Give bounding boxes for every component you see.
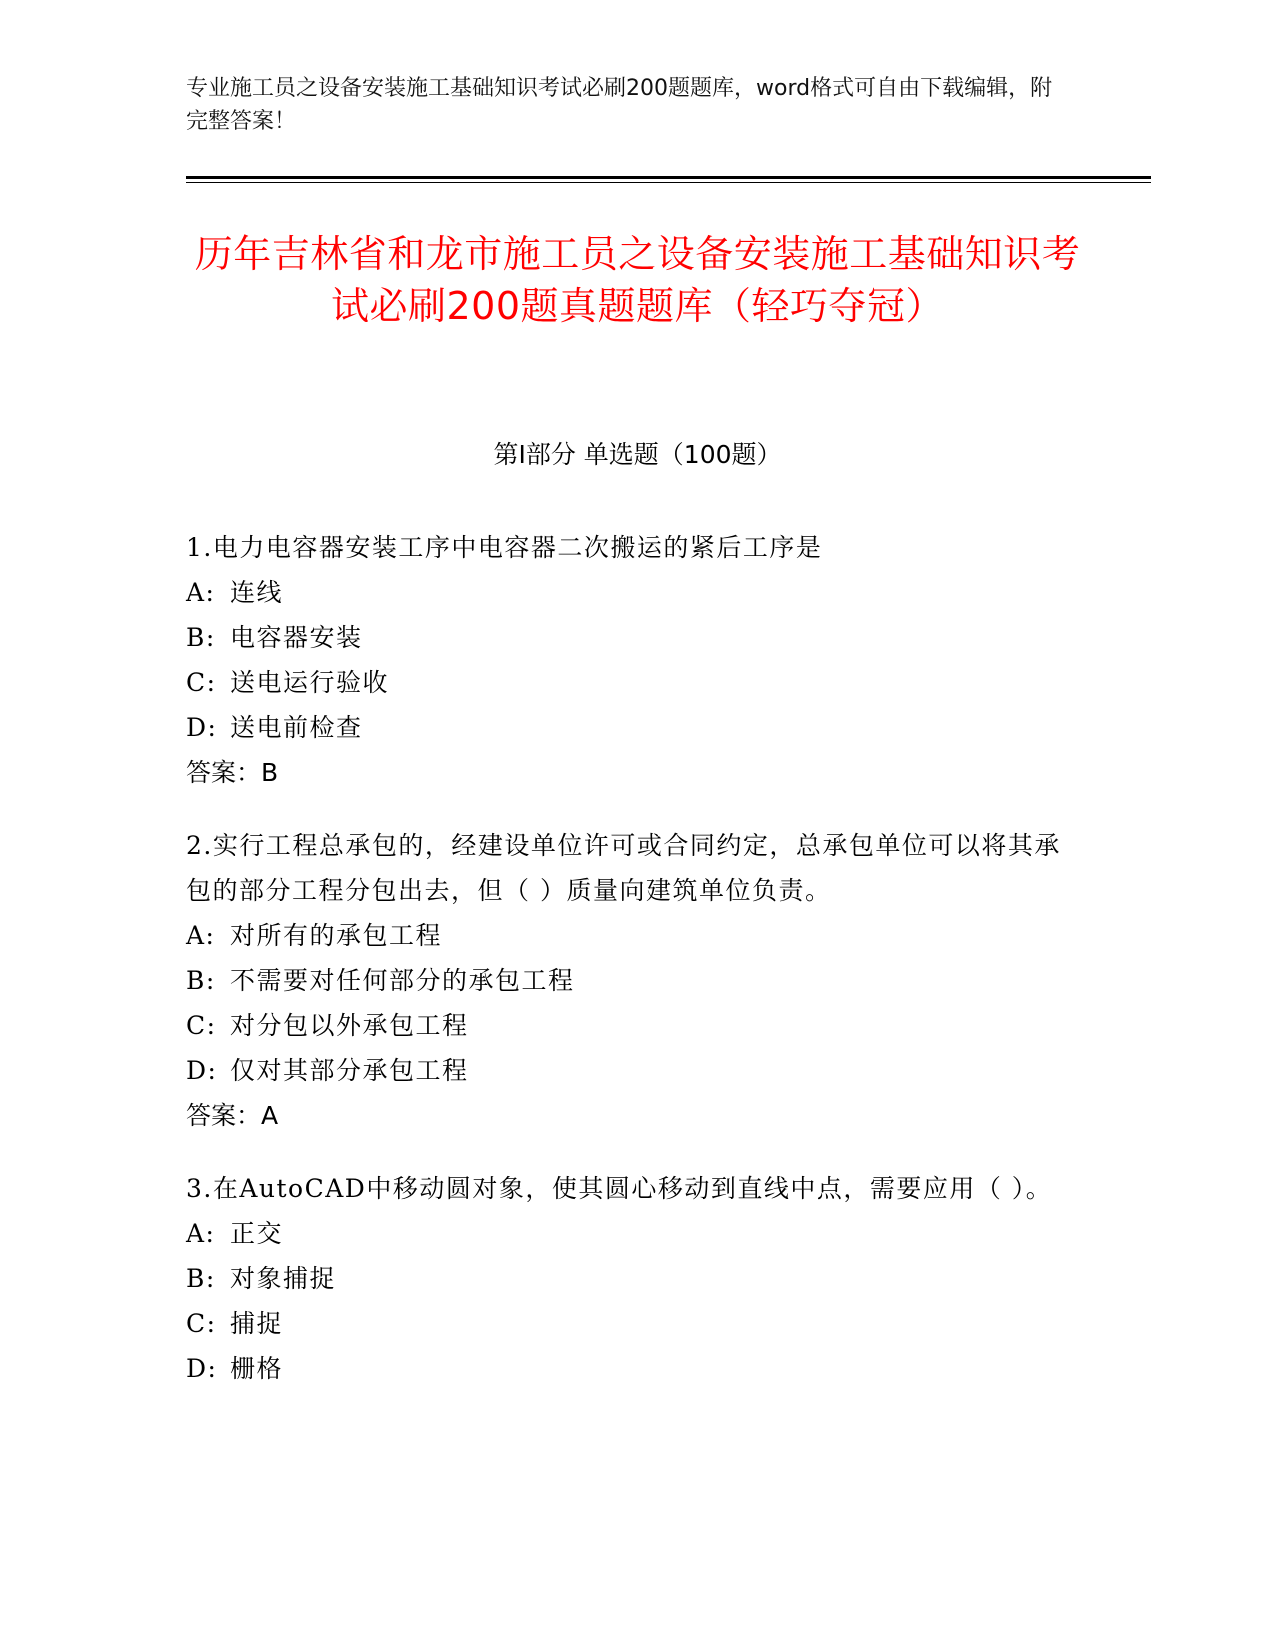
section-title: 第Ⅰ部分 单选题（100题） (493, 440, 782, 469)
option-d (186, 705, 1066, 750)
option-text: 对所有的承包工程 (230, 921, 443, 950)
question-1 (186, 525, 1066, 795)
option-key: A: (186, 921, 216, 950)
option-key: D: (186, 713, 218, 742)
document-title: 历年吉林省和龙市施工员之设备安装施工基础知识考试必刷200题真题题库（轻巧夺冠） (194, 232, 1081, 328)
option-key: C: (186, 1011, 217, 1040)
option-text: 不需要对任何部分的承包工程 (230, 966, 575, 995)
option-a (186, 570, 1066, 615)
option-key: C: (186, 668, 217, 697)
option-key: A: (186, 578, 216, 607)
option-text: 对分包以外承包工程 (230, 1011, 469, 1040)
option-key: D: (186, 1056, 218, 1085)
question-3 (186, 1166, 1066, 1391)
option-text: 对象捕捉 (230, 1264, 337, 1293)
option-d (186, 1346, 1066, 1391)
option-b (186, 958, 1066, 1003)
header-divider-thick (186, 176, 1151, 179)
answer: 答案：B (186, 758, 279, 787)
option-key: C: (186, 1309, 217, 1338)
option-b (186, 615, 1066, 660)
option-text: 仅对其部分承包工程 (230, 1056, 469, 1085)
option-b (186, 1256, 1066, 1301)
question-2 (186, 823, 1066, 1138)
option-text: 正交 (230, 1219, 284, 1248)
option-c (186, 660, 1066, 705)
option-text: 送电前检查 (230, 713, 363, 742)
option-key: B: (186, 966, 216, 995)
option-a (186, 913, 1066, 958)
question-text: 2.实行工程总承包的，经建设单位许可或合同约定，总承包单位可以将其承包的部分工程分包出去，但（ ）质量向建筑单位负责。 (186, 831, 1061, 905)
option-d (186, 1048, 1066, 1093)
option-c (186, 1003, 1066, 1048)
question-list (186, 525, 1066, 1419)
option-key: A: (186, 1219, 216, 1248)
header-note: 专业施工员之设备安装施工基础知识考试必刷200题题库，word格式可自由下载编辑，附完整答案！ (186, 76, 1053, 134)
option-text: 送电运行验收 (230, 668, 390, 697)
option-key: B: (186, 1264, 216, 1293)
option-c (186, 1301, 1066, 1346)
option-a (186, 1211, 1066, 1256)
question-text: 1.电力电容器安装工序中电容器二次搬运的紧后工序是 (186, 533, 823, 562)
option-text: 捕捉 (230, 1309, 284, 1338)
option-key: B: (186, 623, 216, 652)
header-divider-thin (186, 182, 1151, 183)
question-text: 3.在AutoCAD中移动圆对象，使其圆心移动到直线中点，需要应用（ ）。 (186, 1174, 1053, 1203)
option-text: 电容器安装 (230, 623, 363, 652)
option-text: 连线 (230, 578, 284, 607)
option-key: D: (186, 1354, 218, 1383)
answer: 答案：A (186, 1101, 279, 1130)
option-text: 栅格 (230, 1354, 284, 1383)
